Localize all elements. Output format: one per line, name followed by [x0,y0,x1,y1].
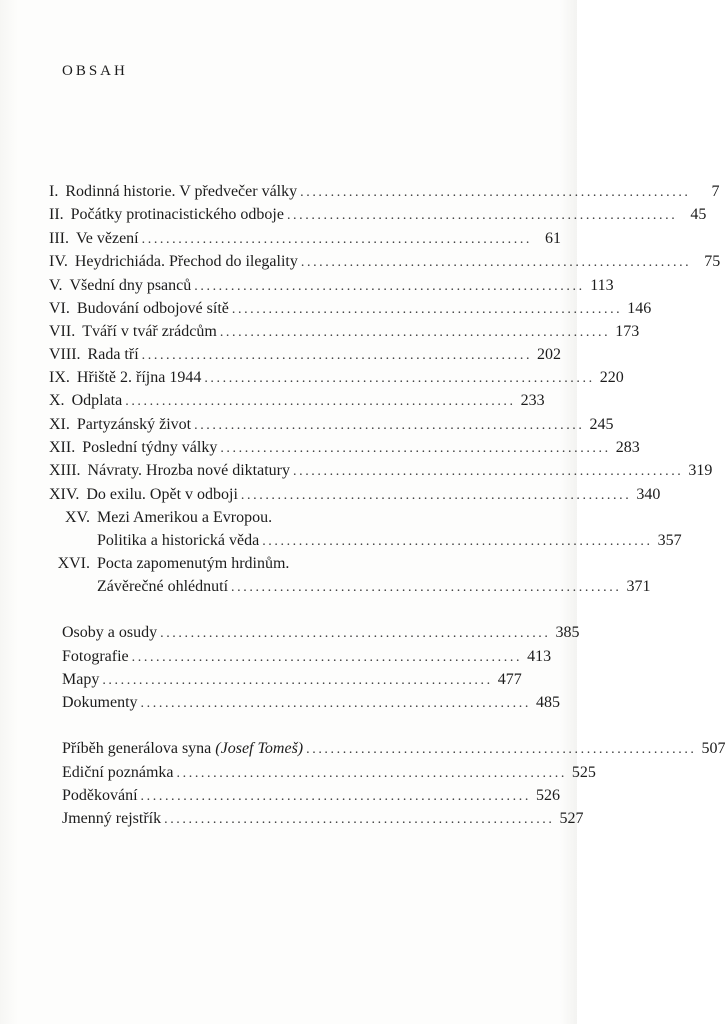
chapter-number: VIII. [49,346,81,363]
dot-leader: ................................................................ [140,696,531,711]
chapter-title: Návraty. Hrozba nové diktatury [87,462,290,479]
entry-title: Dokumenty [62,694,138,711]
toc-entry [49,554,516,574]
page-number: 413 [527,648,552,665]
page-number: 146 [627,300,652,317]
page-number: 245 [589,416,614,433]
toc-entry [62,739,726,760]
toc-entry [62,693,560,714]
chapter-title: Pocta zapomenutým hrdinům. [97,555,290,572]
dot-leader: ................................................................ [141,232,533,247]
page-number: 485 [535,694,560,711]
dot-leader: ................................................................ [286,208,678,223]
dot-leader: ................................................................ [293,464,684,479]
chapter-title-line2: Závěrečné ohlédnutí [97,578,229,595]
page-number: 357 [657,532,682,549]
dot-leader: ................................................................ [176,766,567,781]
page-number: 75 [704,253,721,270]
chapter-number: XII. [49,439,76,456]
toc-entry [62,786,560,807]
toc-entry [49,485,661,506]
chapter-number: IV. [49,253,68,270]
toc-entry-continuation [97,531,682,552]
dot-leader: ................................................................ [240,488,632,503]
toc-entry [62,647,552,668]
toc-entry [49,461,713,482]
dot-leader: ................................................................ [219,325,611,340]
dot-leader: ................................................................ [262,534,653,549]
toc-entry [62,670,522,691]
chapter-number: X. [49,392,65,409]
dot-leader: ................................................................ [231,580,622,595]
chapter-number: XI. [49,416,70,433]
chapter-title: Všední dny psanců [69,277,192,294]
dot-leader: ................................................................ [164,812,555,827]
entry-title: Osoby a osudy [62,624,158,641]
dot-leader: ................................................................ [131,650,523,665]
chapter-title-line2: Politika a historická věda [97,532,260,549]
chapter-number: XVI. [57,555,90,572]
chapter-number: XIV. [49,486,80,503]
toc-entry [49,438,640,459]
dot-leader: ................................................................ [306,742,697,757]
chapter-title: Rada tří [87,346,139,363]
chapter-title: Partyzánský život [76,416,192,433]
entry-title: Fotografie [62,648,129,665]
dot-leader: ................................................................ [102,673,493,688]
toc-entry [49,205,707,226]
page-number: 371 [626,578,651,595]
entry-title [62,739,303,759]
page-number: 45 [690,206,707,223]
dot-leader: ................................................................ [140,789,531,804]
dot-leader: ................................................................ [204,371,595,386]
toc-entry [49,322,640,343]
chapter-number: XIII. [49,462,81,479]
toc-entry [49,276,614,297]
toc-entry [62,623,580,644]
toc-entry-continuation [97,577,651,598]
contents-heading: OBSAH [62,63,128,79]
entry-title: Poděkování [62,787,138,804]
chapter-title: Do exilu. Opět v odboji [86,486,238,503]
toc-entry [49,252,721,273]
dot-leader: ................................................................ [194,279,585,294]
page-number: 233 [520,392,545,409]
page-number: 477 [497,671,522,688]
chapter-title: Poslední týdny války [82,439,218,456]
page-number: 526 [535,787,560,804]
chapter-number: VI. [49,300,70,317]
chapter-title: Tváří v tvář zrádcům [82,323,217,340]
chapter-title: Heydrichiáda. Přechod do ilegality [74,253,298,270]
page-number: 340 [636,486,661,503]
page-number: 527 [559,810,584,827]
page-number: 507 [701,740,726,757]
dot-leader: ................................................................ [194,418,585,433]
page-number: 385 [555,624,580,641]
dot-leader: ................................................................ [125,394,516,409]
page-number: 113 [590,277,614,294]
entry-author: (Josef Tomeš) [215,740,304,757]
toc-entry [49,345,562,366]
page-number: 525 [571,764,596,781]
page-number: 220 [599,369,624,386]
chapter-number: III. [49,230,69,247]
toc-entry [49,229,562,250]
dot-leader: ................................................................ [300,185,691,200]
chapter-number: I. [49,183,59,200]
chapter-number: V. [49,277,63,294]
dot-leader: ................................................................ [231,302,623,317]
chapter-title: Rodinná historie. V předvečer války [65,183,298,200]
toc-entry [49,508,516,528]
dot-leader: ................................................................ [300,255,692,270]
dot-leader: ................................................................ [141,348,533,363]
entry-title: Ediční poznámka [62,764,174,781]
chapter-number: VII. [49,323,76,340]
toc-entry [49,368,624,389]
chapter-title: Odplata [71,392,123,409]
chapter-title: Budování odbojové sítě [76,300,229,317]
dot-leader: ................................................................ [220,441,611,456]
toc-entry [49,391,545,412]
toc-entry [62,809,584,830]
chapter-number: XV. [64,509,90,526]
page-number: 319 [688,462,713,479]
page-number: 202 [537,346,562,363]
page-number: 283 [615,439,640,456]
toc-entry [62,763,596,784]
page-number: 173 [615,323,640,340]
toc-entry [49,182,720,203]
chapter-number: II. [49,206,64,223]
toc-entry [49,415,614,436]
entry-title: Mapy [62,671,100,688]
toc-entry [49,299,652,320]
chapter-number: IX. [49,369,70,386]
chapter-title: Hřiště 2. října 1944 [76,369,202,386]
chapter-title: Ve vězení [75,230,139,247]
page-number: 61 [545,230,562,247]
dot-leader: ................................................................ [160,626,551,641]
entry-title: Jmenný rejstřík [62,810,162,827]
entry-title-text: Příběh generálova syna [62,740,212,757]
page-number: 7 [711,183,720,200]
chapter-title: Počátky protinacistického odboje [70,206,284,223]
chapter-title: Mezi Amerikou a Evropou. [97,509,273,526]
